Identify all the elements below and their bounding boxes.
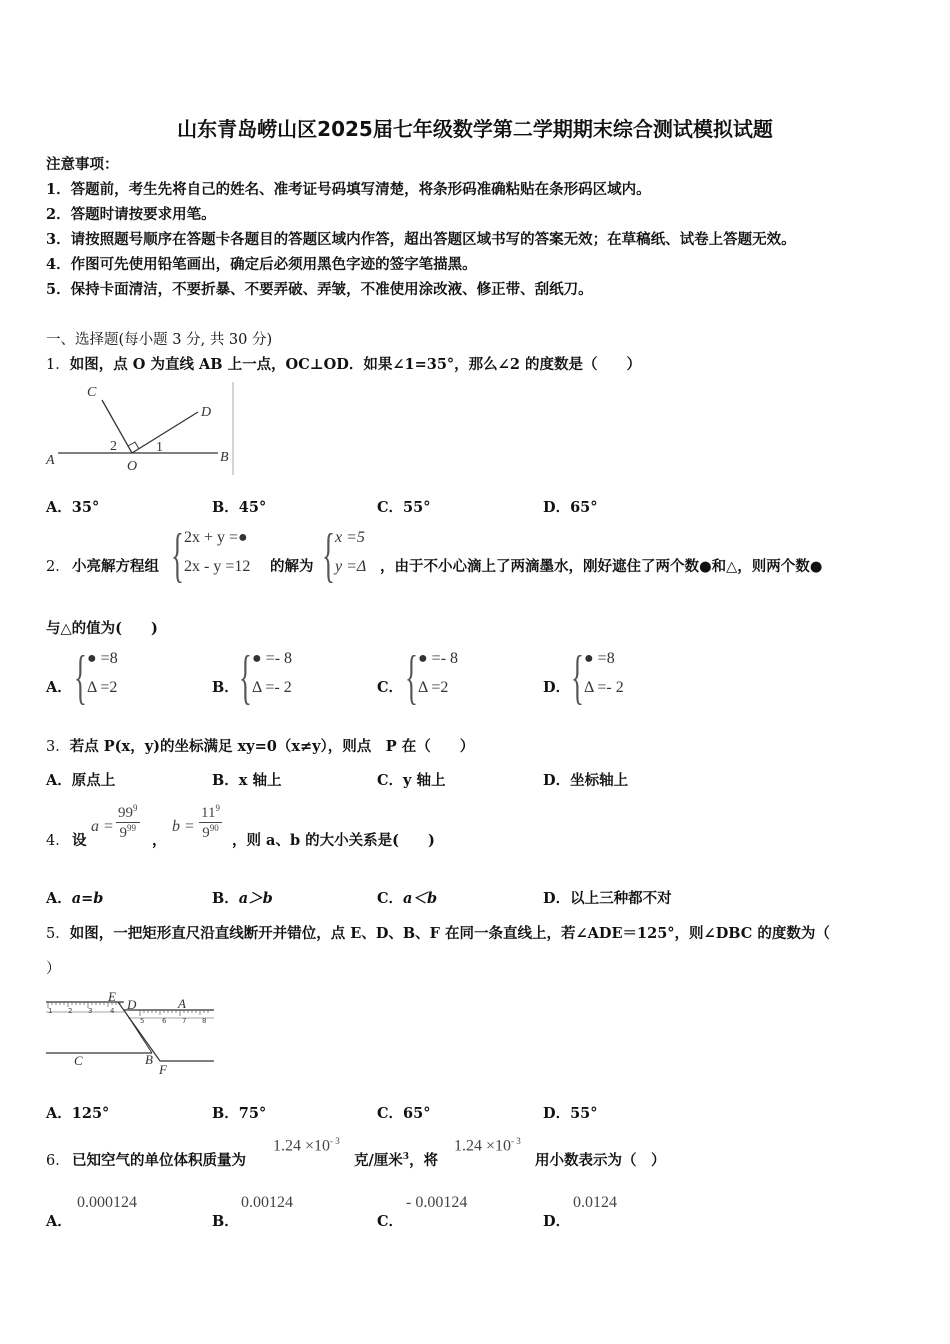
option-c[interactable] [377, 887, 437, 908]
option-b[interactable] [212, 1102, 266, 1123]
option-b[interactable] [212, 1210, 239, 1231]
option-letter: D． [543, 499, 571, 516]
option-letter: B． [212, 499, 239, 516]
option-letter: A． [46, 772, 72, 789]
option-d[interactable] [543, 1102, 598, 1123]
option-b[interactable] [212, 887, 273, 908]
option-c-line2: Δ =2 [418, 679, 449, 696]
option-letter: C． [377, 890, 404, 907]
tick-label: 8 [202, 1017, 207, 1025]
option-letter: D． [543, 1105, 571, 1122]
option-letter: A． [46, 890, 72, 907]
option-d-value: 0.0124 [573, 1194, 617, 1211]
label-f: F [159, 1062, 167, 1077]
option-c[interactable] [377, 769, 446, 790]
system1-line1: 2x + y =● [184, 529, 248, 546]
exponent: 90 [209, 823, 219, 833]
option-letter: C． [377, 1213, 404, 1230]
label-angle-1: 1 [156, 440, 163, 455]
numerator: 99 [118, 805, 133, 821]
option-value: 以上三种都不对 [570, 890, 672, 907]
option-letter: D． [543, 890, 571, 907]
notice-heading: 注意事项： [46, 156, 119, 173]
sci-notation-repeat [454, 1136, 521, 1155]
question-2-text-d: 与△的值为( ) [46, 620, 158, 637]
option-c[interactable] [377, 676, 403, 697]
unit: 克/厘米 [354, 1152, 403, 1169]
notice-item-5: 5．保持卡面清洁，不要折暴、不要弄破、弄皱，不准使用涂改液、修正带、刮纸刀。 [46, 281, 593, 298]
option-d[interactable] [543, 1210, 570, 1231]
option-a-line1: ● =8 [87, 650, 118, 667]
question-text: 如图，点 O 为直线 AB 上一点，OC⊥OD．如果∠1=35°，那么∠2 的度数是（ ） [69, 356, 641, 373]
question-4-number: 4． [46, 833, 70, 849]
option-a[interactable] [46, 769, 115, 790]
notice-item-2: 2．答题时请按要求用笔。 [46, 206, 216, 223]
option-value: 65° [403, 1105, 431, 1122]
option-letter: B． [212, 1105, 239, 1122]
sci-base: 1.24 ×10 [454, 1137, 512, 1155]
question-6-text-a: 已知空气的单位体积质量为 [72, 1152, 246, 1169]
sci-base: 1.24 ×10 [273, 1137, 331, 1155]
tick-label: 4 [110, 1007, 115, 1015]
notice-item-4: 4．作图可先使用铅笔画出，确定后必须用黑色字迹的签字笔描黑。 [46, 256, 477, 273]
brace-icon: { [322, 522, 335, 588]
option-value: 坐标轴上 [570, 772, 629, 789]
option-letter: C． [377, 499, 404, 516]
option-c[interactable] [377, 496, 430, 517]
option-c-line1: ● =- 8 [418, 650, 459, 667]
option-b-value: 0.00124 [241, 1194, 293, 1211]
option-d-line2: Δ =- 2 [584, 679, 624, 696]
label-c: C [87, 385, 97, 400]
option-a[interactable] [46, 496, 99, 517]
tick-label: 5 [140, 1017, 145, 1025]
denominator: 9 [202, 825, 210, 841]
brace-icon: { [239, 644, 252, 710]
exponent: 9 [133, 803, 138, 813]
notice-item-3: 3．请按照题号顺序在答题卡各题目的答题区域内作答，超出答题区域书写的答案无效；在草稿纸、试卷上答题无效。 [46, 231, 796, 248]
separator: ， [152, 832, 167, 849]
fraction-a [116, 803, 140, 842]
question-number: 5． [46, 926, 70, 942]
option-b-line1: ● =- 8 [252, 650, 293, 667]
label-b: B [145, 1052, 153, 1067]
b-label: b = [172, 818, 195, 835]
option-c-value: - 0.00124 [406, 1194, 468, 1211]
option-letter: C． [377, 679, 404, 696]
option-d-line1: ● =8 [584, 650, 615, 667]
system1-line2: 2x - y =12 [184, 558, 251, 575]
system2-line2: y =Δ [335, 558, 367, 575]
label-a: A [178, 996, 186, 1011]
question-4-text-a: 设 [72, 832, 87, 849]
label-d: D [201, 405, 212, 420]
label-d: D [127, 997, 137, 1012]
exponent: - 3 [330, 1136, 340, 1146]
option-d[interactable] [543, 676, 570, 697]
option-value: 45° [238, 499, 267, 516]
q5-figure [44, 990, 218, 1078]
option-value: y 轴上 [403, 772, 446, 789]
question-3 [46, 735, 474, 756]
option-a[interactable] [46, 887, 103, 908]
option-letter: A． [46, 1213, 72, 1230]
question-1 [46, 353, 641, 374]
option-value: 65° [570, 499, 598, 516]
option-letter: D． [543, 1213, 571, 1230]
denominator: 9 [119, 825, 127, 841]
exponent: 3 [402, 1152, 410, 1163]
brace-icon: { [171, 522, 184, 588]
option-letter: B． [212, 772, 239, 789]
brace-icon: { [74, 644, 87, 710]
section-heading: 一、选择题(每小题 3 分, 共 30 分) [46, 332, 273, 348]
option-value: a＜b [403, 890, 438, 907]
system2-line1: x =5 [335, 529, 365, 546]
question-4-text-b: ，则 a、b 的大小关系是( ) [232, 832, 435, 849]
option-a[interactable] [46, 1102, 109, 1123]
question-6-text-b [354, 1149, 438, 1170]
label-angle-2: 2 [110, 439, 117, 454]
option-value: 125° [71, 1105, 110, 1122]
question-2-text-a: 小亮解方程组 [72, 558, 159, 575]
label-e: E [108, 990, 116, 1004]
option-letter: B． [212, 1213, 239, 1230]
label-c: C [74, 1053, 83, 1068]
notice-item-1: 1．答题前，考生先将自己的姓名、准考证号码填写清楚，将条形码准确粘贴在条形码区域内。 [46, 181, 651, 198]
option-letter: A． [46, 679, 72, 696]
fraction-b [199, 803, 222, 842]
brace-icon: { [571, 644, 584, 710]
exponent: 9 [215, 803, 220, 813]
tick-label: 7 [182, 1017, 187, 1025]
exponent: 99 [127, 823, 136, 833]
a-label: a = [91, 818, 114, 835]
option-letter: A． [46, 499, 72, 516]
label-o: O [127, 459, 138, 474]
option-value: 55° [403, 499, 431, 516]
option-c[interactable] [377, 1210, 403, 1231]
tick-label: 3 [88, 1007, 93, 1015]
label-b: B [220, 450, 229, 465]
option-d[interactable] [543, 496, 598, 517]
option-b[interactable] [212, 496, 266, 517]
option-value: 75° [238, 1105, 267, 1122]
option-letter: B． [212, 679, 239, 696]
option-value: a＞b [238, 890, 273, 907]
option-d[interactable] [543, 769, 628, 790]
sci-notation [273, 1136, 340, 1155]
question-5 [46, 922, 830, 943]
option-letter: C． [377, 772, 404, 789]
q1-figure [44, 380, 236, 478]
label-a: A [46, 453, 55, 468]
question-number: 1． [46, 357, 70, 373]
option-value: 35° [71, 499, 100, 516]
option-letter: D． [543, 679, 571, 696]
tick-label: 6 [162, 1017, 167, 1025]
connector: ，将 [409, 1152, 439, 1169]
question-2-number: 2． [46, 559, 70, 575]
option-d[interactable] [543, 887, 672, 908]
brace-icon: { [405, 644, 418, 710]
option-a[interactable] [46, 1210, 72, 1231]
question-6-number: 6． [46, 1153, 70, 1169]
question-number: 3． [46, 739, 70, 755]
question-5-text2: ） [46, 961, 61, 977]
option-value: a=b [71, 890, 104, 907]
option-letter: A． [46, 1105, 72, 1122]
question-6-text-d: 用小数表示为（ ） [535, 1152, 666, 1169]
option-letter: B． [212, 890, 239, 907]
option-letter: C． [377, 1105, 404, 1122]
option-a-value: 0.000124 [77, 1194, 137, 1211]
question-text: 如图，一把矩形直尺沿直线断开并错位，点 E、D、B、F 在同一条直线上，若∠ADE＝125°，则∠DBC 的度数为（ [69, 925, 830, 942]
question-2-text-b: 的解为 [270, 558, 314, 575]
option-a[interactable] [46, 676, 72, 697]
question-2-text-c: ，由于不小心滴上了两滴墨水，刚好遮住了两个数●和△，则两个数● [380, 558, 823, 575]
option-b[interactable] [212, 769, 281, 790]
exponent: - 3 [511, 1136, 521, 1146]
tick-label: 1 [48, 1007, 53, 1015]
option-b[interactable] [212, 676, 239, 697]
option-value: x 轴上 [238, 772, 282, 789]
option-value: 55° [570, 1105, 598, 1122]
numerator: 11 [201, 805, 216, 821]
tick-label: 2 [68, 1007, 73, 1015]
option-letter: D． [543, 772, 571, 789]
option-value: 原点上 [71, 772, 116, 789]
option-a-line2: Δ =2 [87, 679, 118, 696]
option-c[interactable] [377, 1102, 430, 1123]
question-text: 若点 P(x，y)的坐标满足 xy=0（x≠y），则点 P 在（ ） [69, 738, 475, 755]
option-b-line2: Δ =- 2 [252, 679, 292, 696]
page-title: 山东青岛崂山区2025届七年级数学第二学期期末综合测试模拟试题 [177, 117, 773, 141]
